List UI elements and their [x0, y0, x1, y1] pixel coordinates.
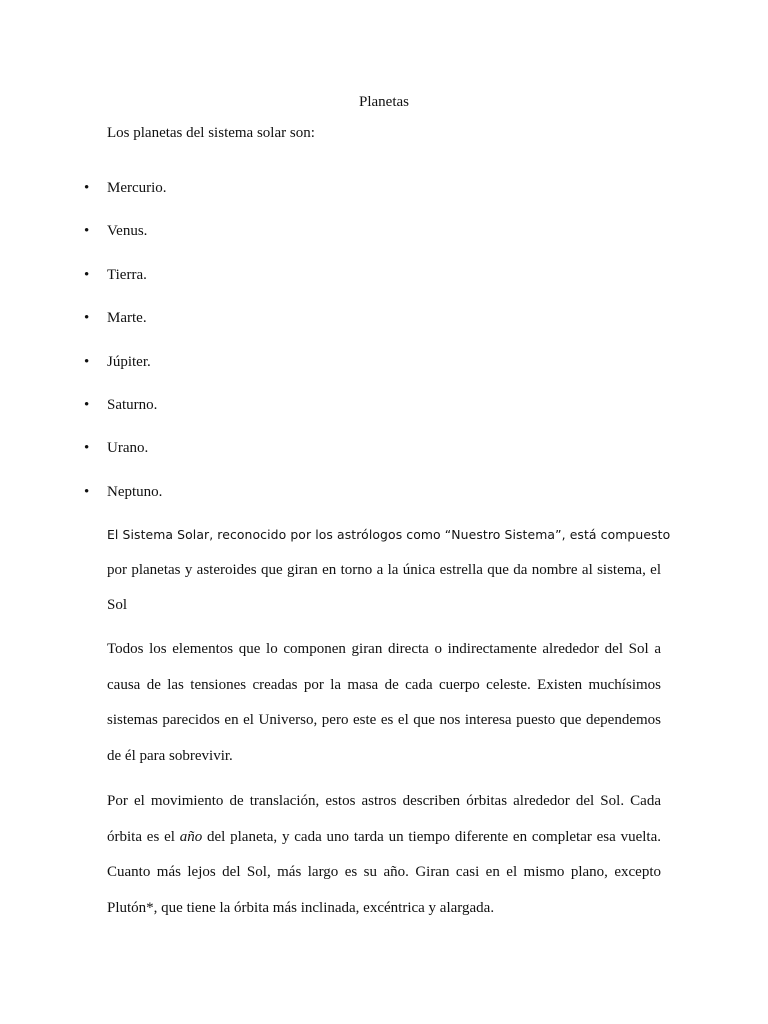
paragraph-elements	[107, 632, 661, 775]
bullet-icon: •	[84, 396, 90, 413]
paragraph-translation	[107, 784, 661, 927]
bullet-icon: •	[84, 440, 90, 457]
text-run: del planeta, y cada uno tarda un tiempo diferente en completar esa vuelta.	[202, 828, 661, 845]
paragraph-line: Cuanto más lejos del Sol, más largo es su año. Giran casi en el mismo plano, excepto	[107, 864, 661, 881]
emphasis-text: año	[179, 828, 203, 845]
planet-name: Tierra.	[107, 266, 147, 283]
intro-text: Los planetas del sistema solar son:	[107, 125, 315, 141]
planet-name: Venus.	[107, 223, 148, 240]
bullet-icon: •	[84, 180, 90, 196]
bullet-icon: •	[84, 483, 90, 500]
text-run: órbita es el	[107, 828, 180, 845]
paragraph-line: causa de las tensiones creadas por la masa de cada cuerpo celeste. Existen muchísimos	[107, 676, 661, 693]
page-title: Planetas	[359, 94, 409, 110]
paragraph-line: Por el movimiento de translación, estos astros describen órbitas alrededor del Sol. Cada	[107, 793, 661, 809]
paragraph-line: Plutón*, que tiene la órbita más inclinada, excéntrica y alargada.	[107, 900, 495, 917]
bullet-icon: •	[84, 223, 90, 240]
planet-name: Júpiter.	[107, 353, 151, 370]
paragraph-line: Todos los elementos que lo componen giran directa o indirectamente alrededor del Sol a	[107, 641, 661, 657]
planet-name: Urano.	[107, 440, 149, 457]
bullet-icon: •	[84, 310, 90, 327]
paragraph-line: sistemas parecidos en el Universo, pero este es el que nos interesa puesto que dependemos	[107, 712, 661, 729]
paragraph-line-with-emphasis	[107, 820, 661, 856]
bullet-icon: •	[84, 266, 90, 283]
paragraph-solar-system	[107, 517, 671, 624]
planet-name: Saturno.	[107, 396, 158, 413]
planet-name: Mercurio.	[107, 180, 167, 196]
paragraph-line: Sol	[107, 597, 128, 614]
bullet-icon: •	[84, 353, 90, 370]
planet-name: Neptuno.	[107, 483, 163, 500]
planet-name: Marte.	[107, 310, 147, 327]
paragraph-line: de él para sobrevivir.	[107, 748, 233, 765]
paragraph-line: El Sistema Solar, reconocido por los astrólogos como “Nuestro Sistema”, está compuesto	[107, 527, 671, 542]
paragraph-line: por planetas y asteroides que giran en torno a la única estrella que da nombre al sistema, el	[107, 561, 661, 578]
